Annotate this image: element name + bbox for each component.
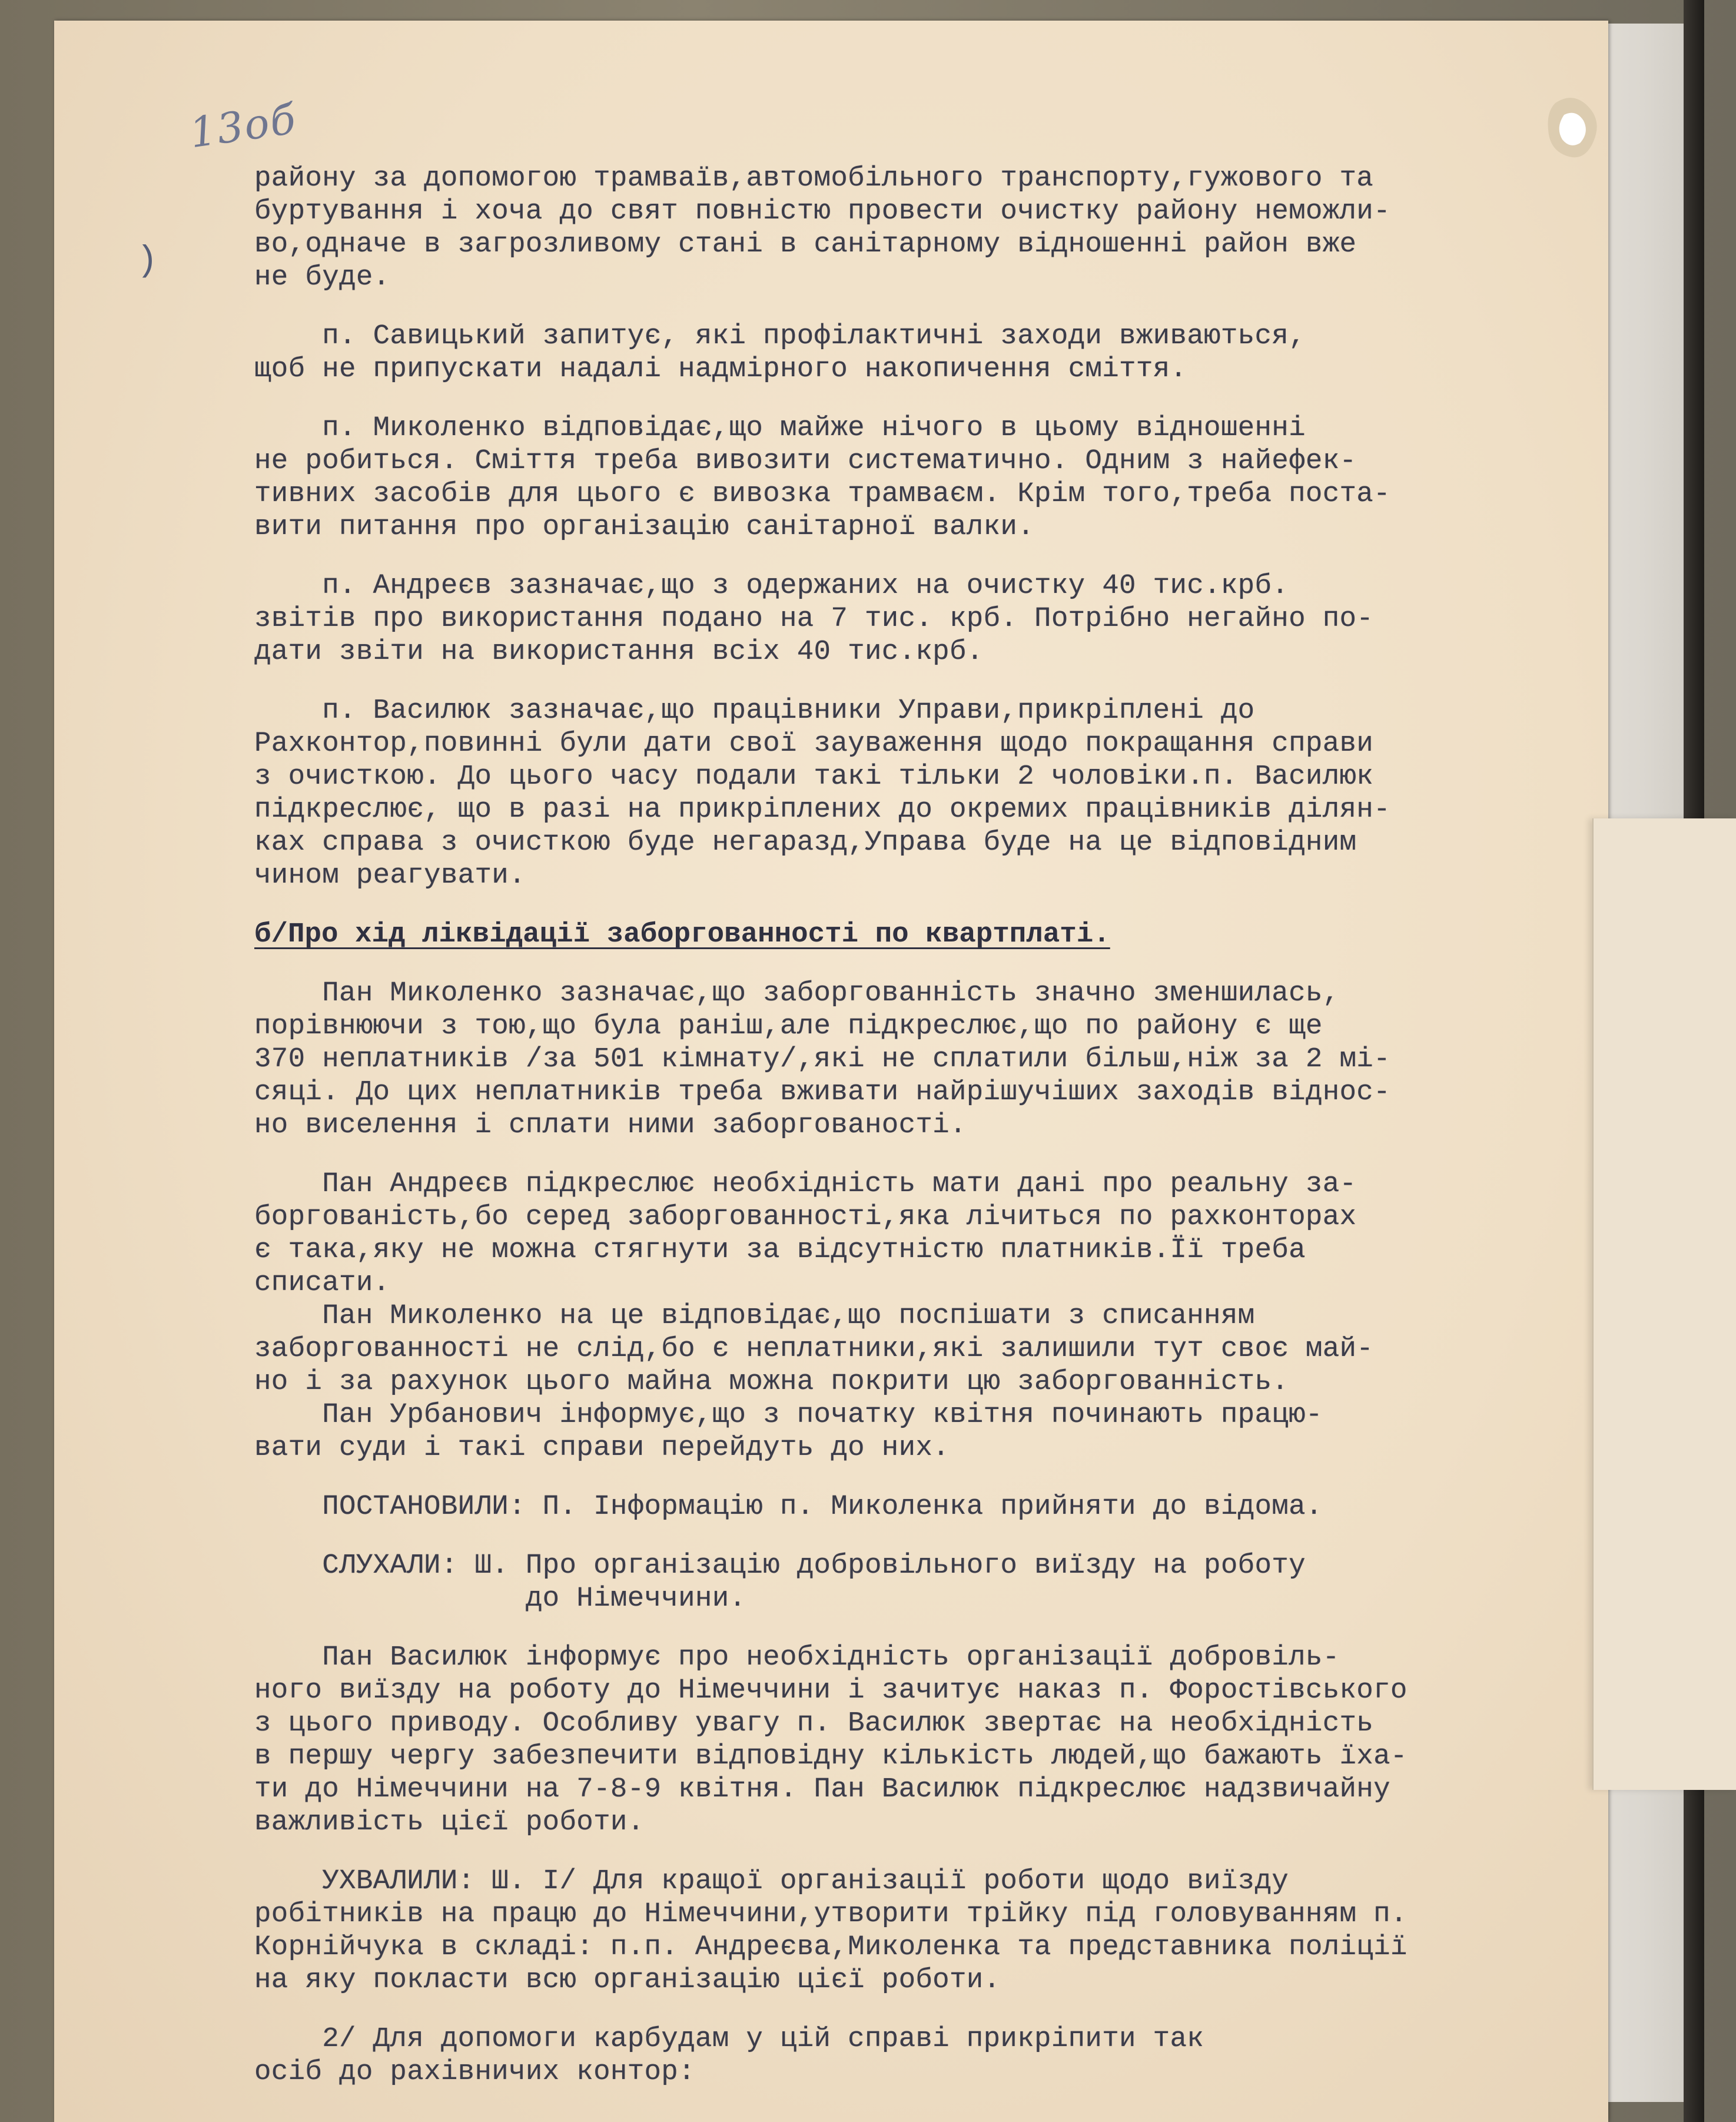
text-line: во,одначе в загрозливому стані в санітарному відношенні район вже	[254, 228, 1357, 260]
text-line: боргованість,бо серед заборгованності,яка лічиться по рахконторах	[254, 1201, 1357, 1233]
text-line: вати суди і такі справи перейдуть до них.	[254, 1432, 950, 1464]
text-line: робітників на працю до Німеччини,утворити трійку під головуванням п.	[254, 1898, 1408, 1930]
text-line: УХВАЛИЛИ: Ш. І/ Для кращої організації роботи щодо виїзду	[254, 1865, 1289, 1897]
text-line: вити питання про організацію санітарної валки.	[254, 511, 1035, 543]
text-line: ках справа з очисткою буде негаразд,Управа буде на це відповідним	[254, 827, 1357, 858]
text-line: Рахконтор,повинні були дати свої зауваження щодо покращання справи	[254, 728, 1374, 760]
text-line: чином реагувати.	[254, 860, 526, 891]
section-heading-rent-debt: б/Про хід ліквідації заборгованності по квартплаті.	[254, 919, 1110, 950]
text-line: ти до Німеччини на 7-8-9 квітня. Пан Василюк підкреслює надзвичайну	[254, 1773, 1390, 1805]
text-line: Пан Андреєв підкреслює необхідність мати дані про реальну за-	[254, 1168, 1357, 1200]
paragraph	[254, 412, 1596, 543]
protocol-section-2	[254, 977, 1596, 2088]
text-line: 370 неплатників /за 501 кімнату/,які не сплатили більш,ніж за 2 мі-	[254, 1043, 1390, 1075]
text-line: звітів про використання подано на 7 тис. крб. Потрібно негайно по-	[254, 603, 1374, 635]
paragraph	[254, 1549, 1596, 1615]
text-line: Корнійчука в складі: п.п. Андреєва,Миколенка та представника поліції	[254, 1931, 1408, 1963]
document-body	[254, 162, 1596, 2088]
paragraph	[254, 694, 1596, 892]
text-line: в першу чергу забезпечити відповідну кількість людей,що бажають їха-	[254, 1740, 1408, 1772]
text-line: тивних засобів для цього є вивозка трамваєм. Крім того,треба поста-	[254, 478, 1390, 510]
text-line: району за допомогою трамваїв,автомобільного транспорту,гужового та	[254, 163, 1374, 194]
text-line: ного виїзду на роботу до Німеччини і зачитує наказ п. Форостівського	[254, 1675, 1408, 1706]
text-line: не буде.	[254, 261, 390, 293]
text-line: Пан Миколенко на це відповідає,що поспішати з списанням	[254, 1300, 1255, 1332]
text-line: п. Андреєв зазначає,що з одержаних на очистку 40 тис.крб.	[254, 570, 1289, 602]
text-line: списати.	[254, 1267, 390, 1299]
text-line: не робиться. Сміття треба вивозити систематично. Одним з найефек-	[254, 445, 1357, 477]
text-line: є така,яку не можна стягнути за відсутністю платників.Її треба	[254, 1234, 1306, 1266]
paragraph	[254, 1168, 1596, 1464]
paragraph	[254, 162, 1596, 294]
text-line: Пан Василюк інформує про необхідність організації добровіль-	[254, 1642, 1340, 1673]
paragraph	[254, 1490, 1596, 1523]
text-line: но виселення і сплати ними заборгованості.	[254, 1109, 967, 1141]
paragraph	[254, 569, 1596, 668]
paragraph	[254, 1641, 1596, 1839]
text-line: до Німеччини.	[254, 1583, 746, 1614]
text-line: щоб не припускати надалі надмірного накопичення сміття.	[254, 353, 1187, 385]
protocol-section-1	[254, 162, 1596, 892]
paragraph	[254, 1865, 1596, 1997]
text-line: підкреслює, що в разі на прикріплених до окремих працівників ділян-	[254, 794, 1390, 825]
paragraph	[254, 320, 1596, 386]
archive-page-number: 13об	[187, 94, 300, 158]
text-line: з цього приводу. Особливу увагу п. Василюк звертає на необхідність	[254, 1707, 1374, 1739]
text-line: на яку покласти всю організацію цієї роботи.	[254, 1964, 1001, 1996]
text-line: п. Савицький запитує, які профілактичні заходи вживаються,	[254, 320, 1306, 352]
text-line: Пан Урбанович інформує,що з початку квітня починають працю-	[254, 1399, 1323, 1431]
text-line: сяці. До цих неплатників треба вживати найрішучіших заходів віднос-	[254, 1076, 1390, 1108]
text-line: 2/ Для допомоги карбудам у цій справі прикріпити так	[254, 2023, 1204, 2055]
overlapping-paper-slip	[1592, 818, 1736, 1790]
text-line: важливість цієї роботи.	[254, 1806, 645, 1838]
text-line: дати звіти на використання всіх 40 тис.крб.	[254, 636, 984, 668]
text-line: буртування і хоча до свят повністю провести очистку району неможли-	[254, 195, 1390, 227]
paragraph	[254, 977, 1596, 1142]
text-line: п. Василюк зазначає,що працівники Управи,прикріплені до	[254, 695, 1255, 727]
text-line: заборгованності не слід,бо є неплатники,які залишили тут своє май-	[254, 1333, 1374, 1365]
text-line: п. Миколенко відповідає,що майже нічого в цьому відношенні	[254, 412, 1306, 444]
text-line: но і за рахунок цього майна можна покрити цю заборгованність.	[254, 1366, 1289, 1398]
text-line: СЛУХАЛИ: Ш. Про організацію добровільного виїзду на роботу	[254, 1550, 1306, 1581]
text-line: ПОСТАНОВИЛИ: П. Інформацію п. Миколенка прийняти до відома.	[254, 1491, 1323, 1523]
paragraph	[254, 2022, 1596, 2088]
text-line: з очисткою. До цього часу подали такі тільки 2 чоловіки.п. Василюк	[254, 761, 1374, 793]
text-line: порівнюючи з тою,що була раніш,але підкреслює,що по району є ще	[254, 1010, 1323, 1042]
text-line: Пан Миколенко зазначає,що заборгованність значно зменшилась,	[254, 977, 1340, 1009]
margin-bracket-mark: )	[137, 241, 158, 281]
text-line: осіб до рахівничих контор:	[254, 2056, 695, 2088]
